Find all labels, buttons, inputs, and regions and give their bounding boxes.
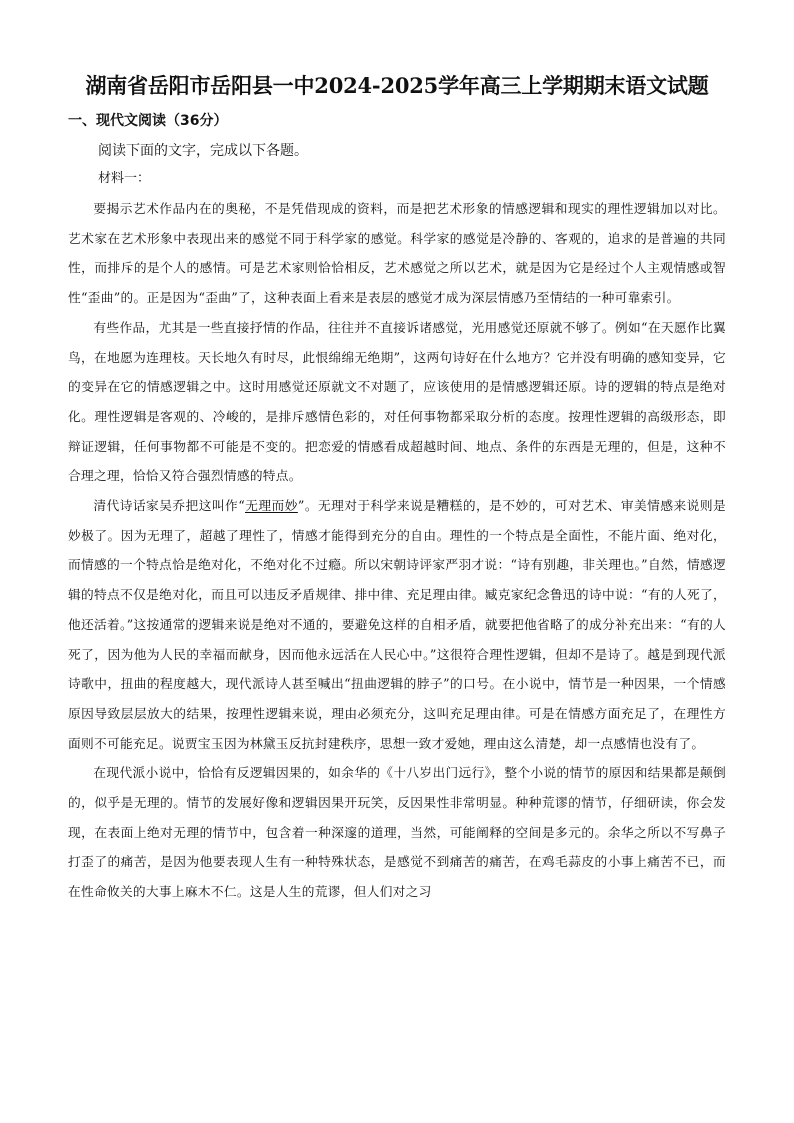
- material-label: 材料一：: [98, 171, 151, 186]
- reading-passage: [68, 194, 726, 907]
- reading-instruction: 阅读下面的文字，完成以下各题。: [98, 143, 308, 159]
- paragraph: 要揭示艺术作品内在的奥秘，不是凭借现成的资料，而是把艺术形象的情感逻辑和现实的理性逻辑加以对比。艺术家在艺术形象中表现出来的感觉不同于科学家的感觉。科学家的感觉是冷静的、客观的，追求的是普遍的共同性，而排斥的是个人的感情。可是艺术家则恰恰相反，艺术感觉之所以艺术，就是因为它是经过个人主观情感或智性“歪曲”的。正是因为“歪曲”了，这种表面上看来是表层的感觉才成为深层情感乃至情结的一种可靠索引。: [68, 201, 726, 306]
- paragraph-text: 清代诗话家吴乔把这叫作“: [93, 498, 246, 514]
- paragraph: 有些作品，尤其是一些直接抒情的作品，往往并不直接诉诸感觉，光用感觉还原就不够了。例如“在天愿作比翼鸟，在地愿为连理枝。天长地久有时尽，此恨绵绵无绝期”，这两句诗好在什么地方？它并没有明确的感知变异，它的变异在它的情感逻辑之中。这时用感觉还原就文不对题了，应该使用的是情感逻辑还原。诗的逻辑的特点是绝对化。理性逻辑是客观的、冷峻的，是排斥感情色彩的，对任何事物都采取分析的态度。按理性逻辑的高级形态，即辩证逻辑，任何事物都不可能是不变的。把恋爱的情感看成超越时间、地点、条件的东西是无理的，但是，这种不合理之理，恰恰又符合强烈情感的特点。: [68, 319, 726, 484]
- paragraph: [68, 491, 726, 758]
- underlined-quote: 无理而妙: [245, 498, 298, 514]
- paragraph-text: ”。无理对于科学来说是糟糕的，是不妙的，可对艺术、审美情感来说则是妙极了。因为无理了，超越了理性了，情感才能得到充分的自由。理性的一个特点是全面性，不能片面、绝对化，而情感的一个特点恰是绝对化，不绝对化不过瘾。所以宋朝诗评家严羽才说：“诗有别趣，非关理也。”自然，情感逻辑的特点不仅是绝对化，而且可以违反矛盾规律、排中律、充足理由律。臧克家纪念鲁迅的诗中说：“有的人死了，他还活着。”这按通常的逻辑来说是绝对不通的，要避免这样的自相矛盾，就要把他省略了的成分补充出来：“有的人死了，因为他为人民的幸福而献身，因而他永远活在人民心中。”这很符合理性逻辑，但却不是诗了。越是到现代派诗歌中，扭曲的程度越大，现代派诗人甚至喊出“扭曲逻辑的脖子”的口号。在小说中，情节是一种因果，一个情感原因导致层层放大的结果，按理性逻辑来说，理由必须充分，这叫充足理由律。可是在情感方面充足了，在理性方面则不可能充足。说贾宝玉因为林黛玉反抗封建秩序，思想一致才爱她，理由这么清楚，却一点感情也没有了。: [68, 498, 727, 751]
- paragraph: 在现代派小说中，恰恰有反逻辑因果的，如余华的《十八岁出门远行》，整个小说的情节的原因和结果都是颠倒的，似乎是无理的。情节的发展好像和逻辑因果开玩笑，反因果性非常明显。种种荒谬的情节，仔细研读，你会发现，在表面上绝对无理的情节中，包含着一种深邃的道理，当然，可能阐释的空间是多元的。余华之所以不写鼻子打歪了的痛苦，是因为他要表现人生有一种特殊状态，是感觉不到痛苦的痛苦，在鸡毛蒜皮的小事上痛苦不已，而在性命攸关的大事上麻木不仁。这是人生的荒谬，但人们对之习: [68, 765, 726, 900]
- section-heading: 一、现代文阅读（36分）: [68, 113, 228, 129]
- exam-title: 湖南省岳阳市岳阳县一中2024-2025学年高三上学期期末语文试题: [85, 73, 709, 98]
